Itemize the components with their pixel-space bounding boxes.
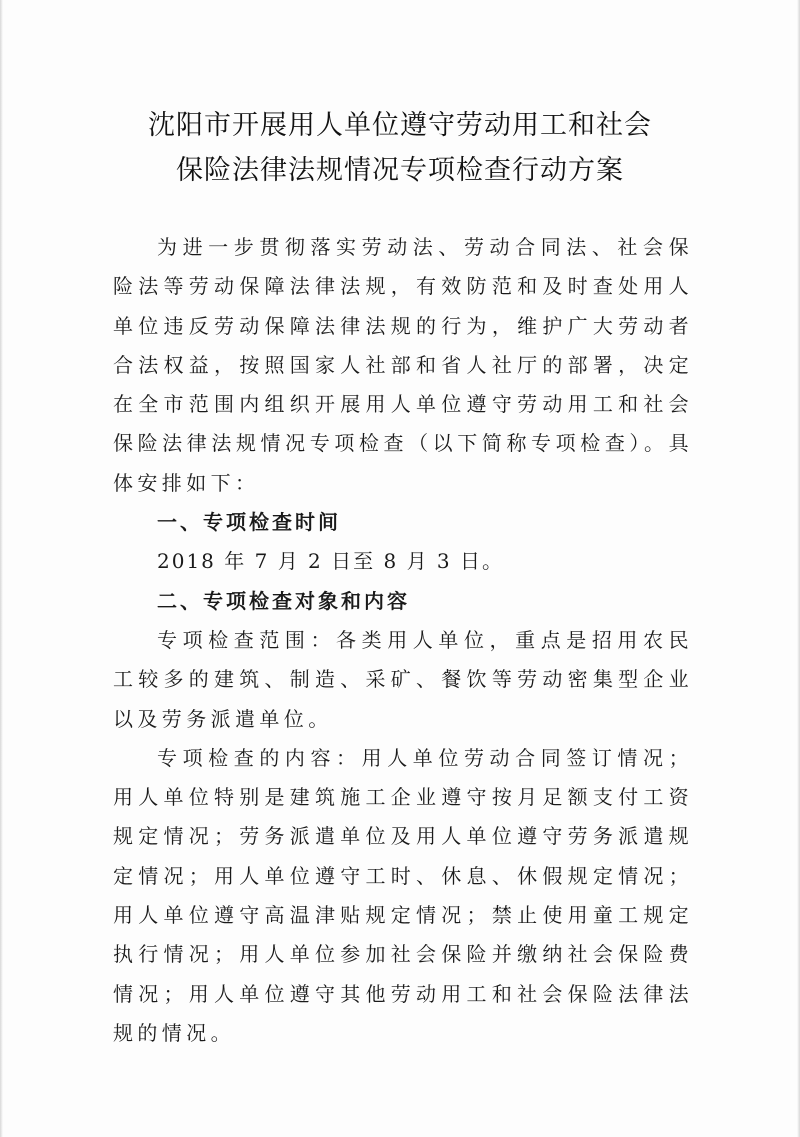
intro-paragraph: 为进一步贯彻落实劳动法、劳动合同法、社会保险法等劳动保障法律法规，有效防范和及时查处用人单位违反劳动保障法律法规的行为，维护广大劳动者合法权益，按照国家人社部和省人社厅的部署，决定在全市范围内组织开展用人单位遵守劳动用工和社会保险法律法规情况专项检查（以下简称专项检查）。具体安排如下：: [113, 235, 693, 495]
section-2-scope-paragraph: 专项检查范围：各类用人单位，重点是招用农民工较多的建筑、制造、采矿、餐饮等劳动密集型企业以及劳务派遣单位。: [113, 627, 693, 731]
section-2-content-paragraph: 专项检查的内容：用人单位劳动合同签订情况；用人单位特别是建筑施工企业遵守按月足额支付工资规定情况；劳务派遣单位及用人单位遵守劳务派遣规定情况；用人单位遵守工时、休息、休假规定情况；用人单位遵守高温津贴规定情况；禁止使用童工规定执行情况；用人单位参加社会保险并缴纳社会保险费情况；用人单位遵守其他劳动用工和社会保险法律法规的情况。: [113, 745, 693, 1045]
section-2-heading: 二、专项检查对象和内容: [157, 588, 410, 613]
section-1-text: 2018 年 7 月 2 日至 8 月 3 日。: [157, 549, 505, 574]
document-title-line-1: 沈阳市开展用人单位遵守劳动用工和社会: [148, 110, 652, 141]
document-title-line-2: 保险法律法规情况专项检查行动方案: [176, 155, 624, 186]
section-1-heading: 一、专项检查时间: [157, 510, 341, 535]
document-body: [113, 228, 693, 1053]
